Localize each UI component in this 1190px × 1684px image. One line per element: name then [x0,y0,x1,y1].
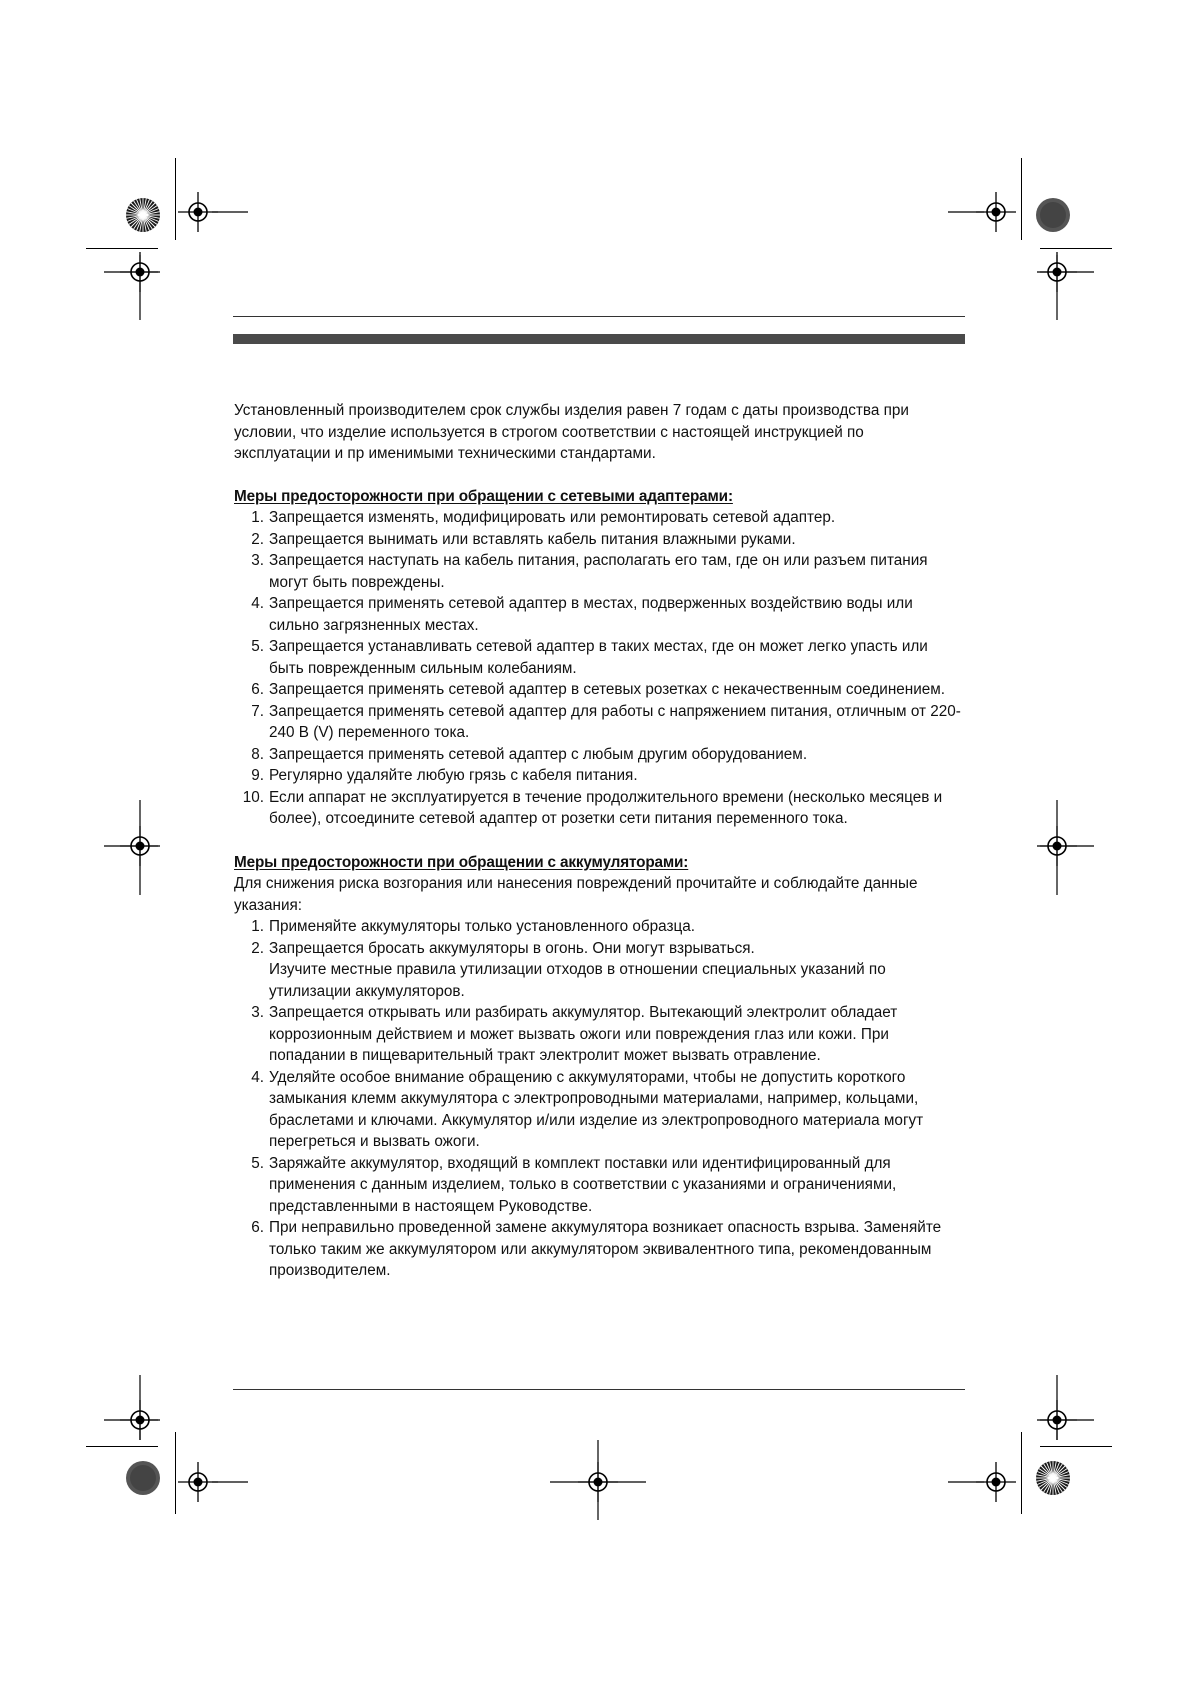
list-item: 5. Запрещается устанавливать сетевой адаптер в таких местах, где он может легко упасть или быть поврежденным сильным колебаниям. [251,638,928,677]
service-life-paragraph: Установленный производителем срок службы изделия равен 7 годам с даты производства при условии, что изделие используется в строгом соответствии с настоящей инструкцией по эксплуатации и пр именимыми техническими стандартами. [234,402,909,462]
battery-section-intro: Для снижения риска возгорания или нанесения повреждений прочитайте и соблюдайте данные указания: [234,875,918,914]
list-item: 9. Регулярно удаляйте любую грязь с кабеля питания. [251,767,638,784]
list-item: 5. Заряжайте аккумулятор, входящий в комплект поставки или идентифицированный для применения с данным изделием, только в соответствии с указаниями и ограничениями, представленными в настоящем Руководстве. [251,1154,897,1215]
list-item: 1. Запрещается изменять, модифицировать или ремонтировать сетевой адаптер. [251,509,836,526]
color-wheel-icon [126,1461,160,1495]
battery-section-title: Меры предосторожности при обращении с аккумуляторами: [234,853,689,871]
list-item: 4. Запрещается применять сетевой адаптер в местах, подверженных воздействию воды или сильно загрязненных местах. [251,595,913,634]
list-item: 3. Запрещается наступать на кабель питания, располагать его там, где он или разъем питания могут быть повреждены. [251,552,928,591]
list-item: 2. Запрещается бросать аккумуляторы в огонь. Они могут взрываться. Изучите местные правила утилизации отходов в отношении специальных указаний по утилизации аккумуляторов. [251,939,886,1000]
list-item: 2. Запрещается вынимать или вставлять кабель питания влажными руками. [251,530,796,548]
list-item: 8. Запрещается применять сетевой адаптер с любым другим оборудованием. [251,745,808,763]
header-bar [233,334,965,344]
header-rule [233,316,965,317]
adapter-precautions-list [234,507,964,830]
page-content [234,400,964,1282]
list-item: 10. Если аппарат не эксплуатируется в течение продолжительного времени (несколько месяцев и более), отсоедините сетевой адаптер от розетки сети питания переменного тока. [242,788,943,827]
list-item: 1. Применяйте аккумуляторы только установленного образца. [251,918,695,935]
color-wheel-icon [126,198,160,232]
list-item: 3. Запрещается открывать или разбирать аккумулятор. Вытекающий электролит обладает коррозионным действием и может вызвать ожоги или повреждения глаз или кожи. При попадании в пищеварительный тракт электролит может вызвать отравление. [251,1004,898,1064]
color-wheel-icon [1036,1461,1070,1495]
list-item: 4. Уделяйте особое внимание обращению с аккумуляторами, чтобы не допустить короткого замыкания клемм аккумулятора с электропроводными материалами, например, кольцами, браслетами и ключами. Аккумулятор и/или изделие из электропроводного материала могут перегреться и вызвать ожоги. [251,1068,924,1150]
adapter-section-title: Меры предосторожности при обращении с сетевыми адаптерами: [234,487,733,505]
footer-rule [233,1389,965,1390]
color-wheel-icon [1036,198,1070,232]
list-item: 6. Запрещается применять сетевой адаптер в сетевых розетках с некачественным соединением. [251,681,946,698]
list-item: 7. Запрещается применять сетевой адаптер для работы с напряжением питания, отличным от 220-240 В (V) переменного тока. [251,702,961,741]
list-item: 6. При неправильно проведенной замене аккумулятора возникает опасность взрыва. Заменяйте только таким же аккумулятором или аккумулятором эквивалентного типа, рекомендованным производителем. [251,1219,942,1279]
battery-precautions-list [234,916,964,1282]
